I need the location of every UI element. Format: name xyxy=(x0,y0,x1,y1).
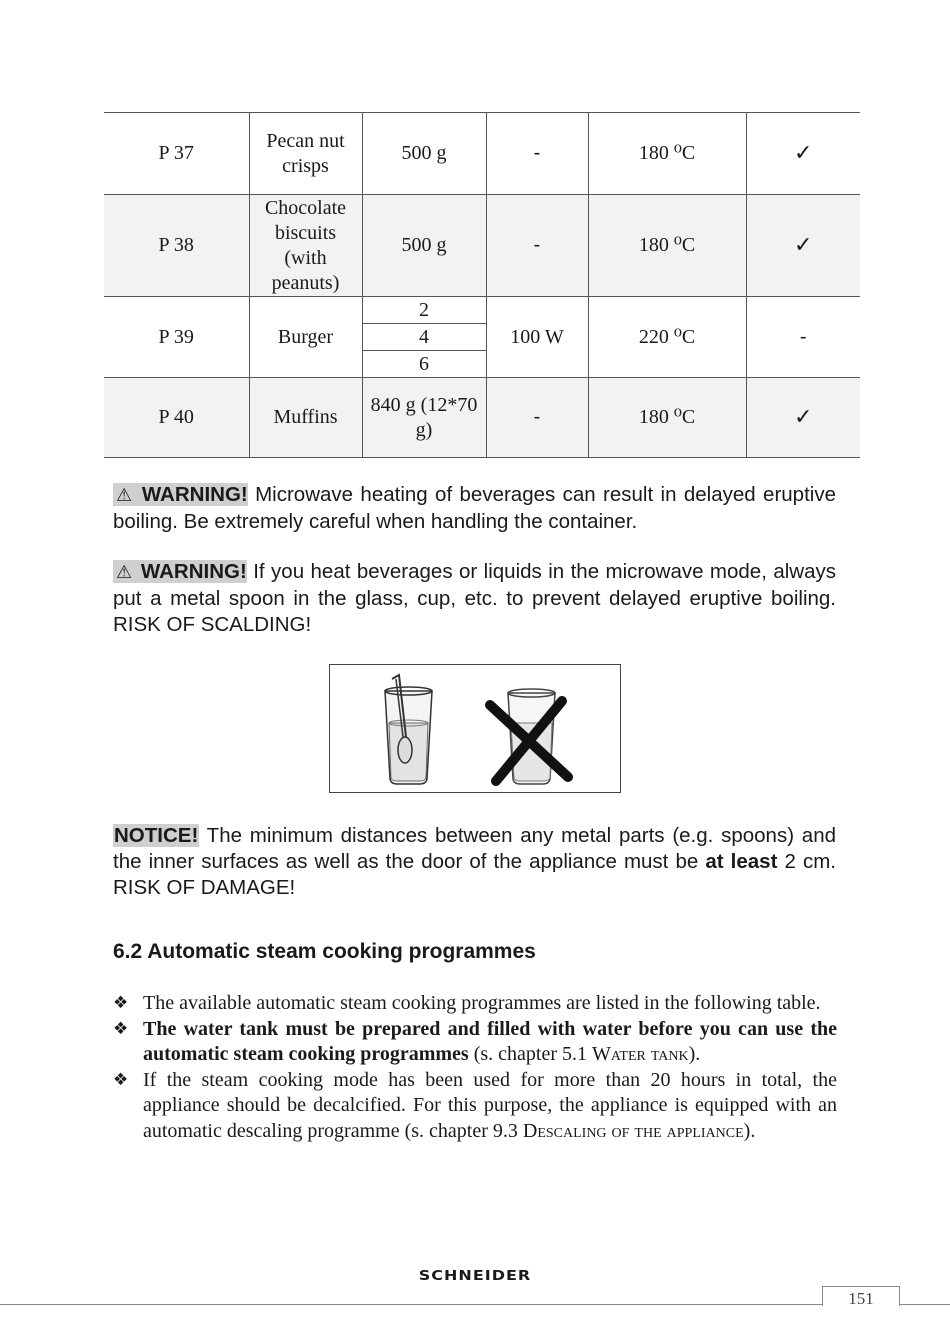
temperature-cell: 220 ⁰C xyxy=(588,297,746,378)
quantity-cell: 500 g xyxy=(362,113,486,195)
dish-cell: Muffins xyxy=(249,378,362,458)
crossed-out-glass-icon xyxy=(490,689,568,784)
notice-text-end: 2 cm. RISK OF DAMAGE! xyxy=(113,850,837,899)
temperature-cell: 180 ⁰C xyxy=(588,195,746,297)
warning-triangle-icon: ⚠ xyxy=(116,485,134,506)
list-item: ❖ The water tank must be prepared and filled with water before you can use the automatic steam cooking programmes (s. chapter 5.1 Water tank). xyxy=(113,1017,837,1065)
warning-label: ⚠ WARNING! xyxy=(113,560,247,583)
temperature-cell: 180 ⁰C xyxy=(588,113,746,195)
quantity-option: 6 xyxy=(363,350,486,377)
warning-1 xyxy=(113,482,836,535)
check-icon: ✓ xyxy=(746,113,860,195)
warning-2 xyxy=(113,559,836,638)
quantity-option: 4 xyxy=(363,323,486,350)
programme-table xyxy=(104,112,860,458)
page-number: 151 xyxy=(822,1286,900,1306)
program-cell: P 40 xyxy=(104,378,249,458)
chapter-reference: Descaling of the appliance xyxy=(522,1119,744,1142)
dish-cell: Burger xyxy=(249,297,362,378)
spoon-in-glass-illustration xyxy=(329,664,621,793)
power-cell: - xyxy=(486,195,588,297)
quantity-cell: 840 g (12*70 g) xyxy=(362,378,486,458)
list-item: ❖ If the steam cooking mode has been used for more than 20 hours in total, the appliance should be decalcified. For this purpose, the appliance is equipped with an automatic descaling programme (s. chapter 9.3 Descaling of the appliance). xyxy=(113,1068,837,1142)
power-cell: 100 W xyxy=(486,297,588,378)
warning-text: Microwave heating of beverages can result in delayed eruptive boiling. Be extremely careful when handling the container. xyxy=(113,483,836,533)
warning-text: If you heat beverages or liquids in the microwave mode, always put a metal spoon in the glass, cup, etc. to prevent delayed eruptive boiling. RISK OF SCALDING! xyxy=(113,560,836,636)
table-row xyxy=(104,297,860,378)
power-cell: - xyxy=(486,113,588,195)
quantity-cell xyxy=(362,297,486,378)
notice-paragraph xyxy=(113,823,836,901)
footer-divider xyxy=(0,1304,950,1305)
dish-cell: Pecan nut crisps xyxy=(249,113,362,195)
program-cell: P 38 xyxy=(104,195,249,297)
list-item: ❖ The available automatic steam cooking programmes are listed in the following table. xyxy=(113,991,837,1017)
glass-with-spoon-icon xyxy=(385,675,432,784)
diamond-bullet-icon: ❖ xyxy=(113,1018,129,1039)
bullet-list xyxy=(113,991,837,1144)
table-row xyxy=(104,195,860,297)
program-cell: P 37 xyxy=(158,142,194,164)
table-row xyxy=(104,378,860,458)
quantity-option: 2 xyxy=(419,299,429,321)
check-icon: ✓ xyxy=(746,195,860,297)
notice-emphasis: at least xyxy=(705,850,778,873)
section-heading: 6.2 Automatic steam cooking programmes xyxy=(113,940,536,963)
chapter-reference: Water tank xyxy=(592,1043,689,1065)
quantity-cell: 500 g xyxy=(362,195,486,297)
check-icon: ✓ xyxy=(746,378,860,458)
temperature-cell: 180 ⁰C xyxy=(588,378,746,458)
warning-label: ⚠ WARNING! xyxy=(113,483,248,506)
notice-text: The minimum distances between any metal parts (e.g. spoons) and the inner surfaces as well as the door of the appliance must be xyxy=(113,824,836,873)
notice-label: NOTICE! xyxy=(114,824,199,847)
power-cell: - xyxy=(486,378,588,458)
table-row xyxy=(104,113,860,195)
diamond-bullet-icon: ❖ xyxy=(113,1069,129,1090)
steam-cell: - xyxy=(746,297,860,378)
warning-triangle-icon: ⚠ xyxy=(116,562,133,583)
program-cell: P 39 xyxy=(158,325,194,348)
diamond-bullet-icon: ❖ xyxy=(113,993,129,1013)
dish-cell: Chocolate biscuits (with peanuts) xyxy=(249,195,362,297)
brand-logo: SCHNEIDER xyxy=(418,1267,532,1284)
